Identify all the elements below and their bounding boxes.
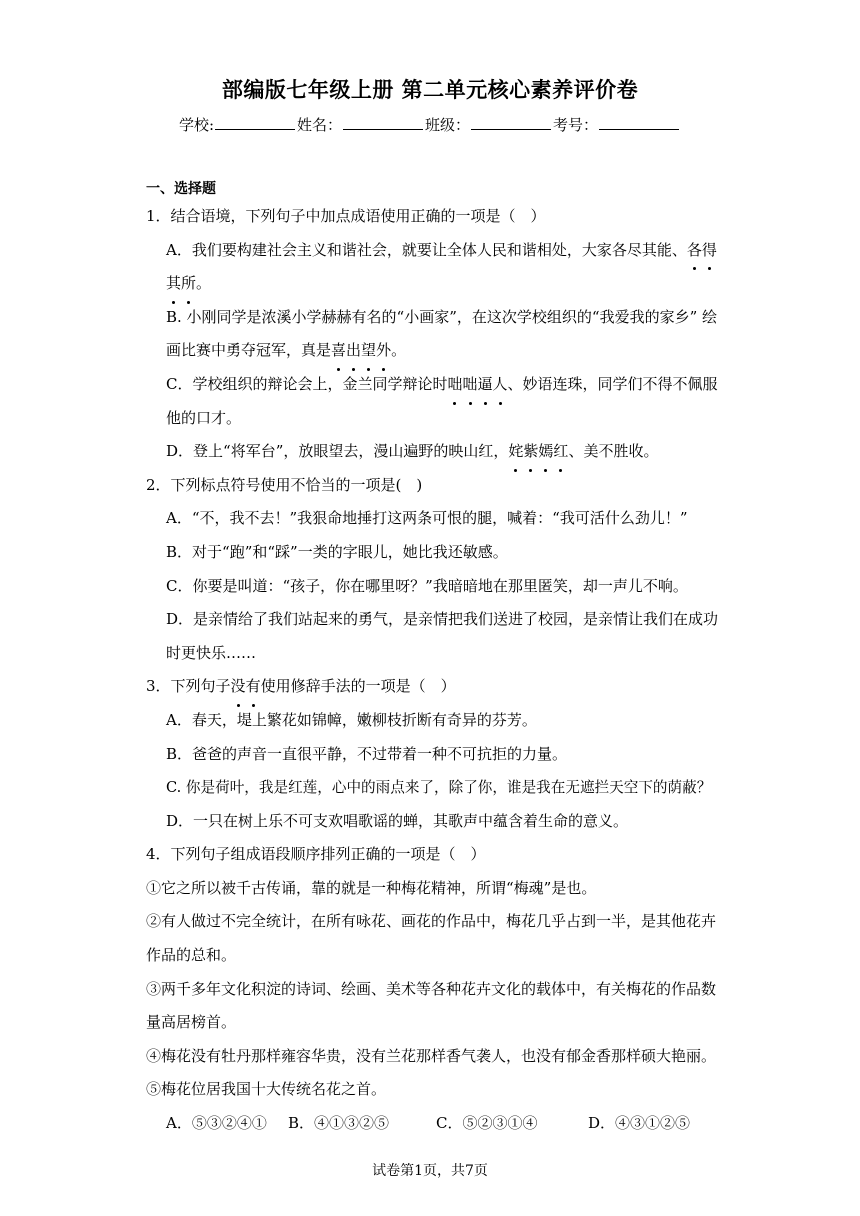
q1-idiom-c: 咄咄逼人 bbox=[447, 375, 507, 393]
q2-option-d-line2: 时更快乐…… bbox=[166, 643, 257, 662]
question-2-stem: 2．下列标点符号使用不恰当的一项是( ) bbox=[146, 475, 423, 494]
question-3-stem: 3．下列句子没有使用修辞手法的一项是（ ） bbox=[146, 670, 726, 704]
q4-sentence-1: ①它之所以被千古传诵，靠的就是一种梅花精神，所谓“梅魂”是也。 bbox=[146, 878, 597, 897]
class-label: 班级： bbox=[425, 116, 471, 134]
q4-option-b: B．④①③②⑤ bbox=[288, 1114, 390, 1133]
q1-idiom-a2: 其所 bbox=[166, 274, 196, 292]
q4-sentence-3-line2: 量高居榜首。 bbox=[146, 1013, 237, 1032]
student-info-line bbox=[0, 114, 860, 135]
question-list bbox=[146, 178, 726, 1141]
section-heading: 一、选择题 bbox=[146, 181, 216, 197]
question-1-stem: 1．结合语境，下列句子中加点成语使用正确的一项是（ ） bbox=[146, 207, 546, 225]
q2-option-c: C．你要是叫道：“孩子，你在哪里呀？”我暗暗地在那里匿笑，却一声儿不响。 bbox=[166, 576, 688, 595]
q4-sentence-5: ⑤梅花位居我国十大传统名花之首。 bbox=[146, 1080, 387, 1099]
q1-option-c-line2: 他的口才。 bbox=[166, 408, 242, 427]
q4-sentence-2-line1: ②有人做过不完全统计，在所有咏花、画花的作品中，梅花几乎占到一半，是其他花卉 bbox=[146, 912, 717, 931]
school-label: 学校: bbox=[178, 116, 214, 134]
q1-option-d: D．登上“将军台”，放眼望去，漫山遍野的映山红，姹紫嫣红、美不胜收。 bbox=[146, 435, 726, 469]
q3-option-b: B．爸爸的声音一直很平静，不过带着一种不可抗拒的力量。 bbox=[166, 744, 568, 763]
question-4-stem: 4．下列句子组成语段顺序排列正确的一项是（ ） bbox=[146, 845, 486, 864]
page-title: 部编版七年级上册 第二单元核心素养评价卷 bbox=[221, 77, 639, 102]
q1-option-b-line1: B. 小刚同学是浓溪小学赫赫有名的“小画家”，在这次学校组织的“我爱我的家乡” 绘 bbox=[166, 307, 718, 326]
q4-option-c: C．⑤②③①④ bbox=[436, 1114, 538, 1133]
q4-sentence-4: ④梅花没有牡丹那样雍容华贵，没有兰花那样香气袭人，也没有郁金香那样硕大艳丽。 bbox=[146, 1046, 717, 1065]
q1-option-a-line2: 其所。 bbox=[146, 267, 726, 301]
q1-option-c-line1: C．学校组织的辩论会上，金兰同学辩论时咄咄逼人、妙语连珠，同学们不得不佩服 bbox=[146, 368, 726, 402]
class-blank bbox=[471, 115, 551, 130]
q4-option-a: A．⑤③②④① bbox=[166, 1114, 267, 1133]
q3-option-c: C. 你是荷叶，我是红莲，心中的雨点来了，除了你，谁是我在无遮拦天空下的荫蔽？ bbox=[166, 779, 712, 797]
q1-idiom-a1: 各得 bbox=[687, 241, 717, 259]
q3-option-d: D．一只在树上乐不可支欢唱歌谣的蝉，其歌声中蕴含着生命的意义。 bbox=[166, 811, 629, 830]
school-blank bbox=[215, 115, 295, 130]
name-blank bbox=[343, 115, 423, 130]
q4-options bbox=[146, 1107, 726, 1141]
page-footer: 试卷第1页，共7页 bbox=[372, 1163, 488, 1179]
q1-option-b-line2: 画比赛中勇夺冠军，真是喜出望外。 bbox=[146, 334, 726, 368]
q2-option-a: A．“不，我不去！”我狠命地捶打这两条可恨的腿，喊着：“我可活什么劲儿！” bbox=[166, 509, 688, 528]
q4-sentence-3-line1: ③两千多年文化积淀的诗词、绘画、美术等各种花卉文化的载体中，有关梅花的作品数 bbox=[146, 979, 717, 998]
q4-option-d: D．④③①②⑤ bbox=[588, 1114, 691, 1133]
q1-option-a-line1: A．我们要构建社会主义和谐社会，就要让全体人民和谐相处，大家各尽其能、各得 bbox=[146, 234, 726, 268]
name-label: 姓名： bbox=[297, 116, 343, 134]
exam-no-label: 考号： bbox=[553, 116, 599, 134]
q3-emphasis: 没有 bbox=[231, 677, 261, 695]
q2-option-b: B．对于“跑”和“踩”一类的字眼儿，她比我还敏感。 bbox=[166, 542, 508, 561]
q2-option-d-line1: D．是亲情给了我们站起来的勇气，是亲情把我们送进了校园，是亲情让我们在成功 bbox=[166, 610, 719, 629]
exam-no-blank bbox=[599, 115, 679, 130]
q3-option-a: A．春天，堤上繁花如锦幛，嫩柳枝折断有奇异的芬芳。 bbox=[166, 710, 537, 729]
q1-idiom-d: 姹紫嫣红 bbox=[508, 442, 568, 460]
q4-sentence-2-line2: 作品的总和。 bbox=[146, 946, 237, 965]
q1-idiom-b: 喜出望外 bbox=[331, 341, 391, 359]
